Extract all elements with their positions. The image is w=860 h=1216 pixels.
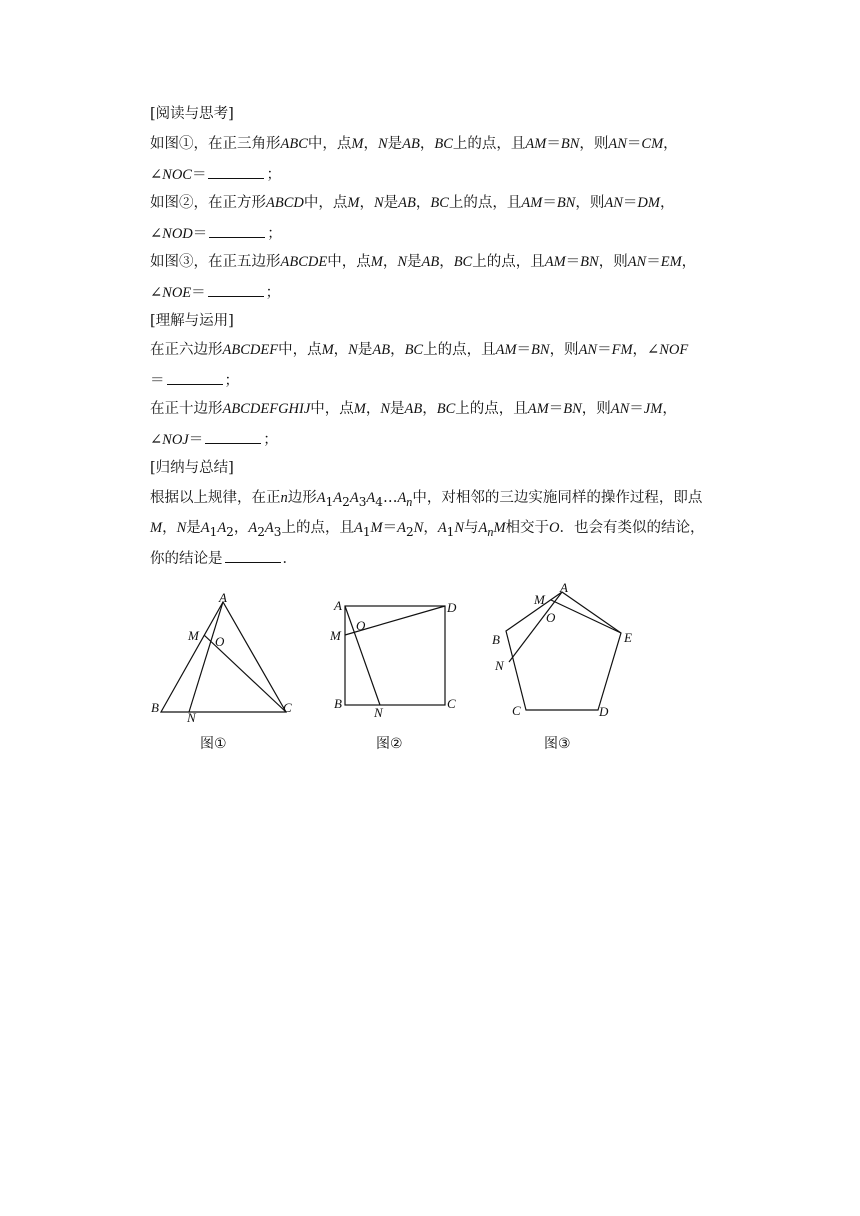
text: 如图②，在正方形 — [150, 195, 266, 211]
math: AB — [398, 195, 416, 211]
math: n — [280, 490, 288, 506]
text: ＝ — [188, 432, 204, 448]
text: 在正六边形 — [150, 342, 223, 358]
text: 是 — [186, 520, 201, 536]
math: BC — [453, 254, 473, 270]
text: 在正十边形 — [150, 401, 223, 417]
pentagon-abcde — [506, 592, 621, 710]
subscript: n — [487, 524, 494, 539]
answer-blank[interactable] — [209, 223, 265, 238]
math: M — [347, 195, 360, 211]
paragraph-square — [150, 193, 674, 213]
text: ＝ — [622, 195, 638, 211]
section-heading-summary — [150, 458, 234, 478]
math: M — [353, 401, 366, 417]
label-a: A — [219, 590, 227, 605]
label-m: M — [330, 628, 341, 643]
math: AN — [610, 401, 630, 417]
figure-square — [330, 590, 470, 725]
text: 是 — [406, 254, 422, 270]
math: AB — [404, 401, 423, 417]
label-o: O — [356, 618, 366, 633]
math: AM — [527, 401, 549, 417]
paragraph-general-2 — [150, 518, 705, 542]
text: ＝ — [646, 254, 661, 270]
math: N — [454, 520, 465, 536]
math: ABCDEFGHIJ — [222, 401, 311, 417]
subscript: 2 — [226, 524, 234, 539]
math: NOJ — [162, 432, 189, 448]
subscript: 1 — [209, 524, 218, 539]
math: ABCD — [266, 195, 304, 211]
text: ， — [423, 520, 438, 536]
math: AM — [495, 342, 517, 358]
text: ， — [663, 136, 678, 152]
text: ＝ — [191, 167, 207, 183]
subscript: 1 — [362, 524, 371, 539]
text: ， — [359, 195, 374, 211]
subscript: 1 — [446, 524, 455, 539]
math: BN — [580, 254, 599, 270]
segment-an — [189, 602, 223, 712]
text: 上的点，且 — [448, 195, 522, 211]
math: AB — [372, 342, 391, 358]
text: ，则 — [598, 254, 628, 270]
label-a: A — [560, 580, 568, 595]
label-e: E — [624, 630, 632, 645]
paragraph-hexagon — [150, 340, 688, 360]
math: AN — [604, 195, 623, 211]
math: BN — [556, 195, 576, 211]
text: 中，点 — [327, 254, 371, 270]
paragraph-general-3 — [150, 548, 297, 569]
math: BC — [436, 401, 456, 417]
math: AB — [421, 254, 440, 270]
paragraph-decagon — [150, 399, 677, 419]
text: ＝ — [597, 342, 612, 358]
math: A — [248, 520, 258, 536]
text: 中，对相邻的三边实施同样的操作过程，即点 — [412, 490, 703, 506]
text: ＝ — [542, 195, 557, 211]
paragraph-hexagon-answer — [150, 370, 239, 391]
text: ； — [265, 285, 281, 301]
math: N — [380, 401, 391, 417]
text: ∠ — [150, 167, 163, 183]
answer-blank[interactable] — [208, 164, 264, 179]
text: ，∠ — [632, 342, 660, 358]
text: ＝ — [546, 136, 561, 152]
text: ， — [422, 401, 437, 417]
subscript: 2 — [342, 494, 350, 509]
label-a: A — [334, 598, 342, 613]
text: ， — [419, 136, 435, 152]
label-c: C — [512, 703, 521, 718]
text: 边形 — [287, 490, 317, 506]
paragraph-triangle — [150, 134, 678, 154]
paragraph-square-answer — [150, 223, 282, 244]
label-m: M — [534, 592, 545, 607]
math: EM — [660, 254, 682, 270]
math: A — [333, 490, 343, 506]
text: ＝ — [626, 136, 642, 152]
label-b: B — [151, 700, 159, 715]
text: ，则 — [579, 136, 609, 152]
math: N — [373, 195, 384, 211]
text: ， — [659, 195, 675, 211]
text: ， — [415, 195, 431, 211]
math: O — [549, 520, 560, 536]
math: N — [377, 136, 388, 152]
heading-text: [理解与运用] — [150, 313, 234, 329]
text: 是 — [387, 136, 403, 152]
math: N — [348, 342, 358, 358]
text: ， — [390, 342, 405, 358]
math: A — [349, 490, 359, 506]
text: … — [382, 490, 398, 506]
text: 中，点 — [303, 195, 348, 211]
text: ， — [233, 520, 249, 536]
figure-pentagon — [488, 578, 648, 723]
math: AN — [578, 342, 598, 358]
text: ＝ — [565, 254, 581, 270]
text: 你的结论是 — [150, 551, 223, 567]
math: AB — [402, 136, 420, 152]
answer-blank[interactable] — [225, 548, 281, 563]
math: N — [176, 520, 187, 536]
text: 上的点，且 — [281, 520, 354, 536]
math: AM — [525, 136, 547, 152]
text: ， — [439, 254, 454, 270]
math: A — [200, 520, 210, 536]
label-m: M — [188, 628, 199, 643]
math: AM — [544, 254, 566, 270]
math: ABCDE — [280, 254, 328, 270]
text: ， — [382, 254, 398, 270]
text: ＝ — [382, 520, 398, 536]
math: N — [397, 254, 407, 270]
text: 上的点，且 — [455, 401, 528, 417]
label-b: B — [492, 632, 500, 647]
label-o: O — [215, 634, 225, 649]
math: M — [351, 136, 364, 152]
text: ， — [662, 401, 677, 417]
paragraph-pentagon-answer — [150, 282, 280, 303]
math: N — [413, 520, 424, 536]
text: 相交于 — [505, 520, 550, 536]
math: M — [370, 520, 383, 536]
math: BC — [430, 195, 449, 211]
math: CM — [641, 136, 664, 152]
text: ，则 — [581, 401, 611, 417]
math: NOE — [162, 285, 192, 301]
math: A — [397, 520, 406, 536]
label-d: D — [447, 600, 457, 615]
segment-em — [551, 600, 621, 633]
label-c: C — [447, 696, 456, 711]
text: ∠ — [150, 285, 163, 301]
text: 上的点，且 — [472, 254, 545, 270]
label-n: N — [187, 710, 196, 725]
text: ∠ — [150, 432, 163, 448]
text: ＝ — [150, 373, 165, 389]
answer-blank[interactable] — [208, 282, 264, 297]
text: ＝ — [629, 401, 644, 417]
text: 如图③，在正五边形 — [150, 254, 281, 270]
text: 中，点 — [278, 342, 322, 358]
text: 与 — [464, 520, 479, 536]
math: BN — [560, 136, 580, 152]
text: ∠ — [150, 226, 163, 242]
label-d: D — [599, 704, 609, 719]
text: ； — [266, 167, 281, 183]
subscript: 4 — [375, 494, 383, 509]
text: 是 — [357, 342, 373, 358]
math: ABC — [280, 136, 308, 152]
text: ．也会有类似的结论， — [559, 520, 705, 536]
text: ， — [681, 254, 697, 270]
math: A — [353, 520, 363, 536]
paragraph-decagon-answer — [150, 429, 278, 450]
math: M — [370, 254, 383, 270]
subscript: 2 — [257, 524, 265, 539]
math: AN — [608, 136, 627, 152]
section-heading-understand — [150, 311, 234, 331]
heading-text: [归纳与总结] — [150, 460, 234, 476]
math: NOC — [162, 167, 192, 183]
text: ； — [267, 226, 282, 242]
label-n: N — [374, 705, 383, 720]
math: A — [316, 490, 326, 506]
text: ， — [363, 136, 378, 152]
math: A — [478, 520, 488, 536]
math: ABCDEF — [222, 342, 279, 358]
math: NOF — [659, 342, 689, 358]
math: BC — [434, 136, 453, 152]
math: AM — [521, 195, 543, 211]
text: ， — [162, 520, 177, 536]
math: BC — [404, 342, 424, 358]
text: ． — [282, 551, 297, 567]
label-o: O — [546, 610, 556, 625]
text: 如图①，在正三角形 — [150, 136, 281, 152]
text: ， — [333, 342, 349, 358]
paragraph-pentagon — [150, 252, 696, 272]
caption-figure-1: 图① — [200, 736, 227, 752]
math: JM — [643, 401, 663, 417]
text: ＝ — [516, 342, 532, 358]
paragraph-general-1 — [150, 488, 702, 512]
text: 中，点 — [310, 401, 354, 417]
label-c: C — [283, 700, 292, 715]
text: 是 — [383, 195, 399, 211]
text: ，则 — [549, 342, 579, 358]
text: ＝ — [548, 401, 564, 417]
math: BN — [563, 401, 582, 417]
math: FM — [611, 342, 633, 358]
figure-triangle — [146, 590, 306, 725]
subscript: 3 — [358, 494, 367, 509]
heading-text: [阅读与思考] — [150, 106, 234, 122]
text: 根据以上规律，在正 — [150, 490, 281, 506]
label-b: B — [334, 696, 342, 711]
text: ，则 — [575, 195, 605, 211]
caption-figure-2: 图② — [376, 736, 403, 752]
text: ； — [263, 432, 278, 448]
math: A — [397, 490, 407, 506]
section-heading-read — [150, 104, 234, 124]
math: A — [437, 520, 447, 536]
text: ＝ — [191, 285, 206, 301]
subscript: 3 — [273, 524, 282, 539]
subscript: 1 — [325, 494, 334, 509]
math: A — [366, 490, 376, 506]
text: ＝ — [192, 226, 208, 242]
math: M — [150, 520, 163, 536]
math: M — [493, 520, 506, 536]
math: A — [264, 520, 274, 536]
math: AN — [627, 254, 647, 270]
text: 是 — [390, 401, 405, 417]
text: 上的点，且 — [452, 136, 526, 152]
text: ， — [365, 401, 381, 417]
subscript: n — [406, 494, 413, 509]
triangle-abc — [161, 602, 286, 712]
answer-blank[interactable] — [205, 429, 261, 444]
text: 上的点，且 — [423, 342, 496, 358]
math: DM — [637, 195, 660, 211]
math: BN — [531, 342, 550, 358]
math: A — [217, 520, 227, 536]
answer-blank[interactable] — [167, 370, 223, 385]
text: 中，点 — [307, 136, 352, 152]
math: NOD — [162, 226, 193, 242]
label-n: N — [495, 658, 504, 673]
paragraph-triangle-answer — [150, 164, 281, 185]
caption-figure-3: 图③ — [544, 736, 571, 752]
math: M — [321, 342, 334, 358]
subscript: 2 — [405, 524, 414, 539]
text: ； — [224, 373, 239, 389]
